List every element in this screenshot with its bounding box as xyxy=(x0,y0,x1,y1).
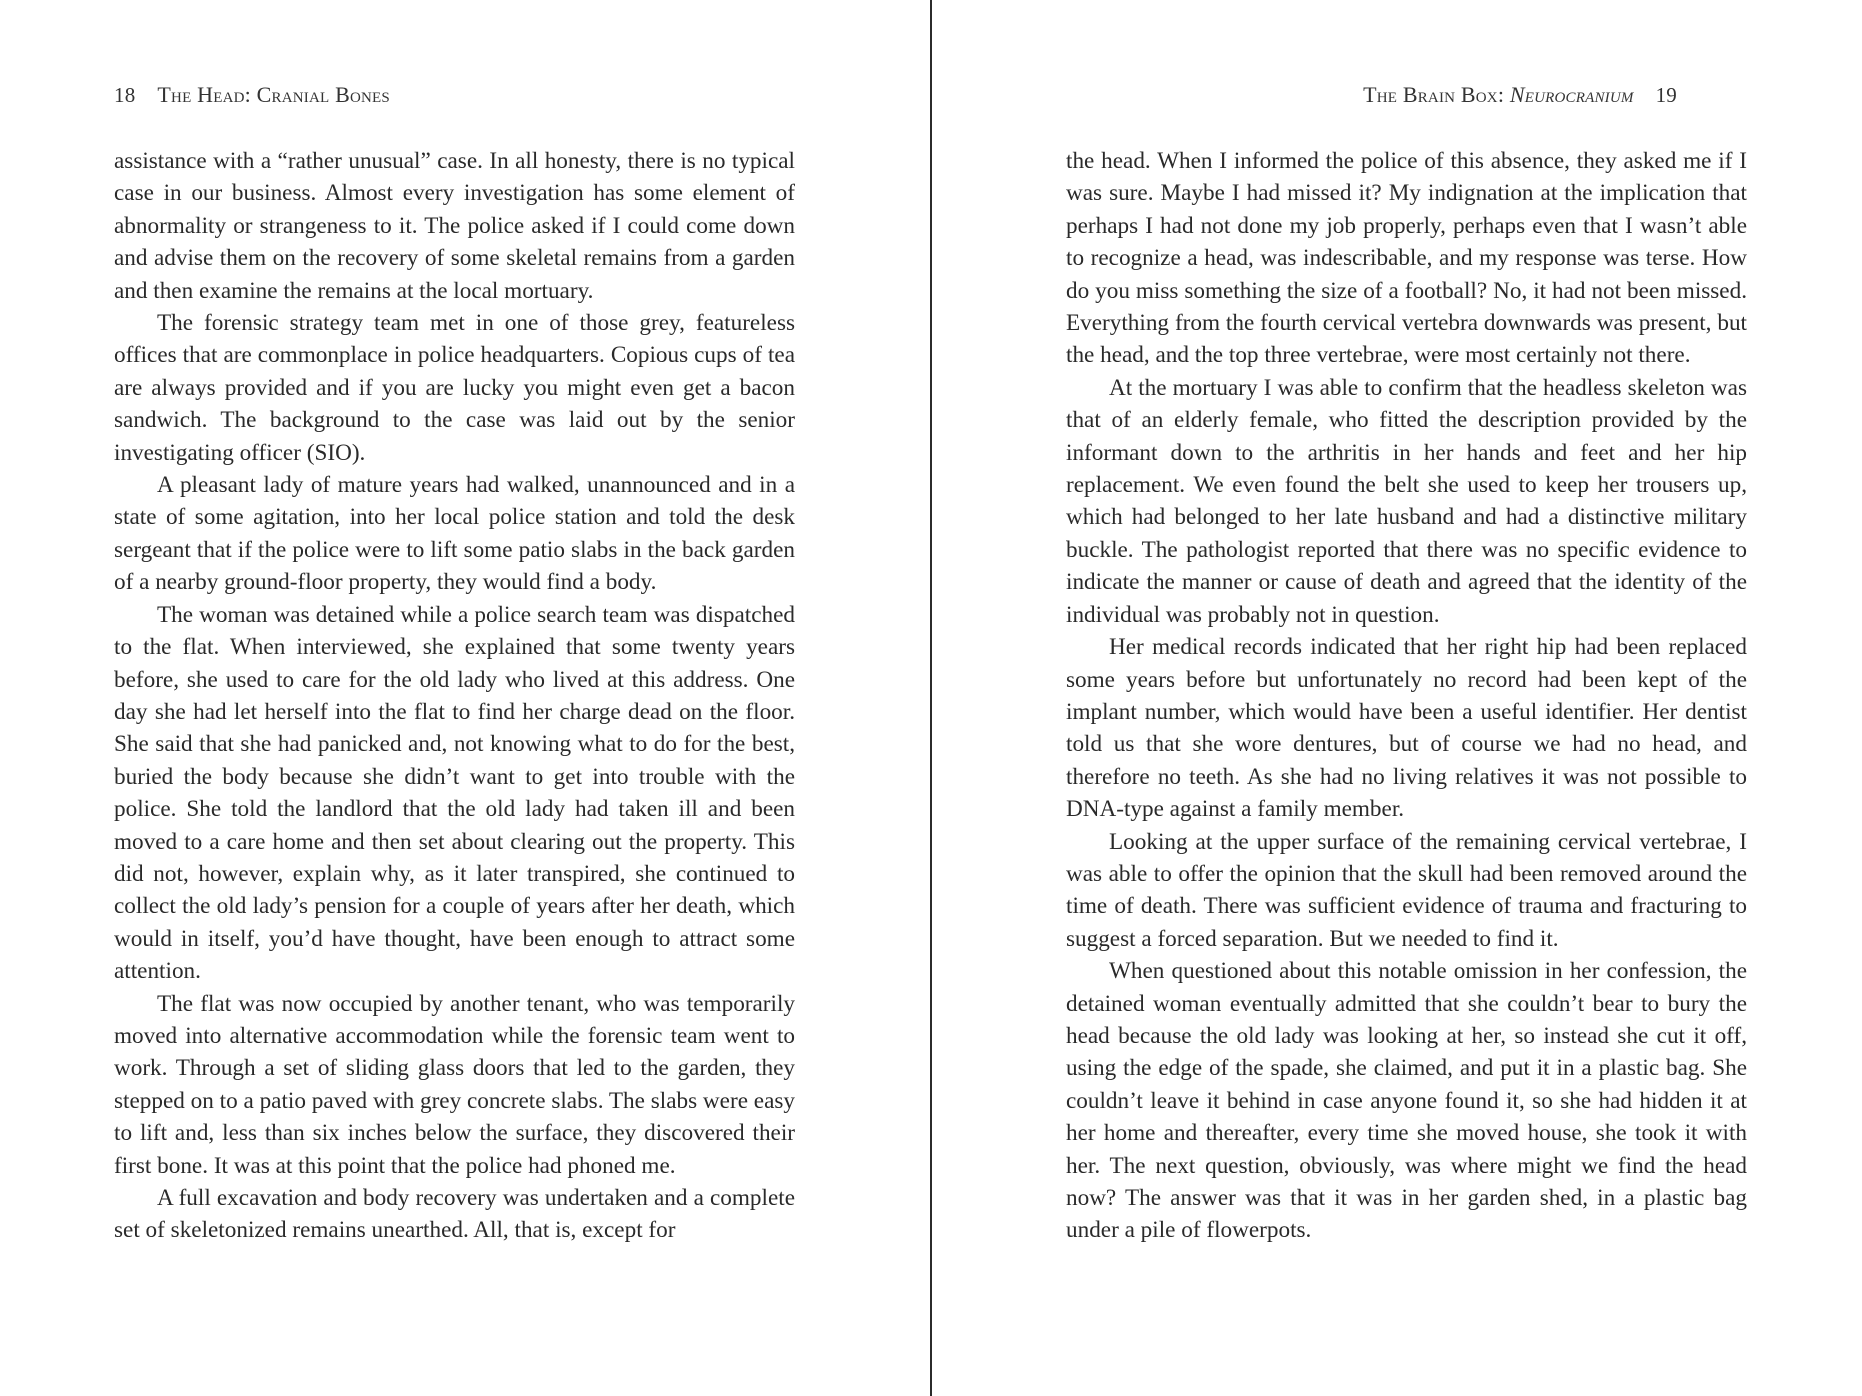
paragraph: the head. When I informed the police of this absence, they asked me if I was sure. Maybe I had missed it? My indignation at the implication that perhaps I had not done my job properly, perhaps even that I wasn’t able to recognize a head, was indescribable, and my response was terse. How do you miss something the size of a football? No, it had not been missed. Everything from the fourth cervical vertebra downwards was present, but the head, and the top three vertebrae, were most certainly not there. xyxy=(1066,148,1747,369)
right-running-head xyxy=(1363,82,1677,108)
paragraph: When questioned about this notable omission in her confession, the detained woman eventually admitted that she couldn’t bear to bury the head because the old lady was looking at her, so instead she cut it off, using the edge of the spade, she claimed, and put it in a plastic bag. She couldn’t leave it behind in case anyone found it, so she had hidden it at her home and thereafter, every time she moved house, she took it with her. The next question, obviously, was where might we find the head now? The answer was that it was in her garden shed, in a plastic bag under a pile of flowerpots. xyxy=(1066,958,1747,1244)
paragraph: Looking at the upper surface of the remaining cervical vertebrae, I was able to offer the opinion that the skull had been removed around the time of death. There was sufficient evidence of trauma and fracturing to suggest a forced separation. But we needed to find it. xyxy=(1066,828,1747,952)
paragraph: assistance with a “rather unusual” case. In all honesty, there is no typical case in our business. Almost every investigation has some element of abnormality or strangeness to it. The police asked if I could come down and advise them on the recovery of some skeletal remains from a garden and then examine the remains at the local mortuary. xyxy=(114,148,795,304)
left-running-head xyxy=(114,82,390,108)
paragraph: The woman was detained while a police search team was dispatched to the flat. When interviewed, she explained that some twenty years before, she used to care for the old lady who lived at this address. One day she had let herself into the flat to find her charge dead on the floor. She said that she had panicked and, not knowing what to do for the best, buried the body because she didn’t want to get into trouble with the police. She told the landlord that the old lady had taken ill and been moved to a care home and then set about clearing out the property. This did not, however, explain why, as it later transpired, she continued to collect the old lady’s pension for a couple of years after her death, which would in itself, you’d have thought, have been enough to attract some attention. xyxy=(114,601,795,985)
paragraph: Her medical records indicated that her right hip had been replaced some years before but unfortunately no record had been kept of the implant number, which would have been a useful identifier. Her dentist told us that she wore dentures, but of course we had no head, and therefore no teeth. As she had no living relatives it was not possible to DNA-type against a family member. xyxy=(1066,634,1747,823)
right-page-number: 19 xyxy=(1655,83,1677,107)
right-running-title-italic: Neurocranium xyxy=(1509,82,1634,107)
paragraph: The flat was now occupied by another tenant, who was temporarily moved into alternative accommodation while the forensic team went to work. Through a set of sliding glass doors that led to the garden, they stepped on to a patio paved with grey concrete slabs. The slabs were easy to lift and, less than six inches below the surface, they discovered their first bone. It was at this point that the police had phoned me. xyxy=(114,990,795,1179)
right-body-text xyxy=(1066,145,1747,1247)
left-page-number: 18 xyxy=(114,83,136,107)
paragraph: A full excavation and body recovery was undertaken and a complete set of skeletonized remains unearthed. All, that is, except for xyxy=(114,1185,795,1244)
left-running-title: The Head: Cranial Bones xyxy=(157,82,390,107)
left-body-text xyxy=(114,145,795,1247)
paragraph: At the mortuary I was able to confirm that the headless skeleton was that of an elderly female, who fitted the description provided by the informant down to the arthritis in her hands and feet and her hip replacement. We even found the belt she used to keep her trousers up, which had belonged to her late husband and had a distinctive military buckle. The pathologist reported that there was no specific evidence to indicate the manner or cause of death and agreed that the identity of the individual was probably not in question. xyxy=(1066,374,1747,628)
right-running-title: The Brain Box: xyxy=(1363,82,1510,107)
paragraph: The forensic strategy team met in one of those grey, featureless offices that are commonplace in police headquarters. Copious cups of tea are always provided and if you are lucky you might even get a bacon sandwich. The background to the case was laid out by the senior investigating officer (SIO). xyxy=(114,310,795,466)
right-page xyxy=(932,0,1862,1396)
left-page xyxy=(0,0,930,1396)
paragraph: A pleasant lady of mature years had walked, unannounced and in a state of some agitation, into her local police station and told the desk sergeant that if the police were to lift some patio slabs in the back garden of a nearby ground-floor property, they would find a body. xyxy=(114,472,795,596)
